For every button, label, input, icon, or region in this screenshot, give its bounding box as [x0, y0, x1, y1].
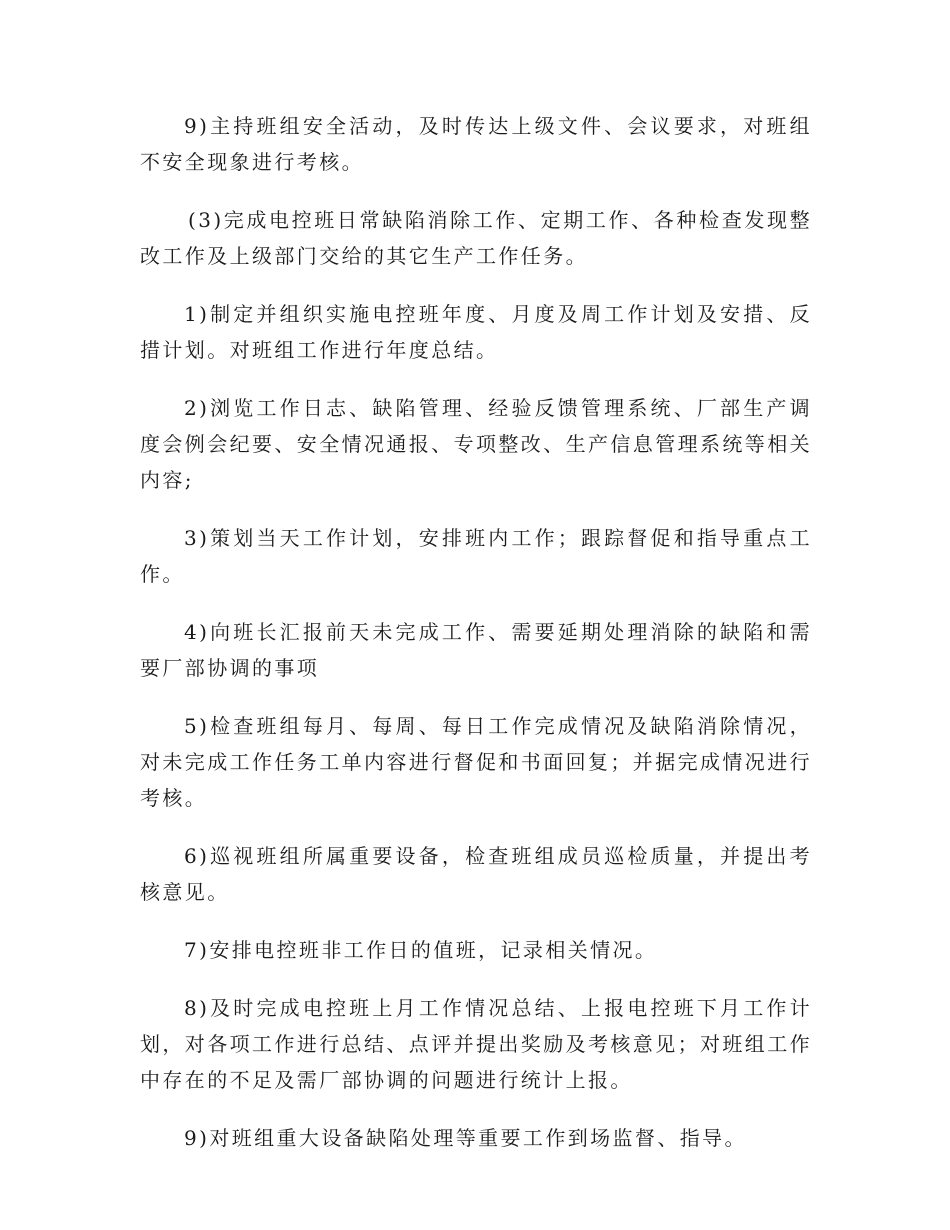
- paragraph-item-9-safety: 9)主持班组安全活动，及时传达上级文件、会议要求，对班组不安全现象进行考核。: [140, 114, 812, 174]
- paragraph-item-8: 8)及时完成电控班上月工作情况总结、上报电控班下月工作计划，对各项工作进行总结、点评并提出奖励及考核意见；对班组工作中存在的不足及需厂部协调的问题进行统计上报。: [140, 996, 812, 1092]
- paragraph-item-7: 7)安排电控班非工作日的值班，记录相关情况。: [184, 938, 658, 962]
- paragraph-item-3: 3)策划当天工作计划，安排班内工作；跟踪督促和指导重点工作。: [140, 526, 812, 586]
- document-body: [140, 108, 812, 1178]
- paragraph-item-4: 4)向班长汇报前天未完成工作、需要延期处理消除的缺陷和需要厂部协调的事项: [140, 620, 812, 680]
- paragraph-section-3: (3)完成电控班日常缺陷消除工作、定期工作、各种检查发现整改工作及上级部门交给的其它生产工作任务。: [140, 208, 812, 268]
- paragraph-item-2: 2)浏览工作日志、缺陷管理、经验反馈管理系统、厂部生产调度会例会纪要、安全情况通报、专项整改、生产信息管理系统等相关内容;: [140, 396, 812, 492]
- paragraph-item-1: 1)制定并组织实施电控班年度、月度及周工作计划及安措、反措计划。对班组工作进行年度总结。: [140, 302, 812, 362]
- paragraph-item-5: 5)检查班组每月、每周、每日工作完成情况及缺陷消除情况，对未完成工作任务工单内容进行督促和书面回复；并据完成情况进行考核。: [140, 714, 812, 810]
- paragraph-item-6: 6)巡视班组所属重要设备，检查班组成员巡检质量，并提出考核意见。: [140, 844, 812, 904]
- paragraph-item-9-supervision: 9)对班组重大设备缺陷处理等重要工作到场监督、指导。: [184, 1126, 747, 1150]
